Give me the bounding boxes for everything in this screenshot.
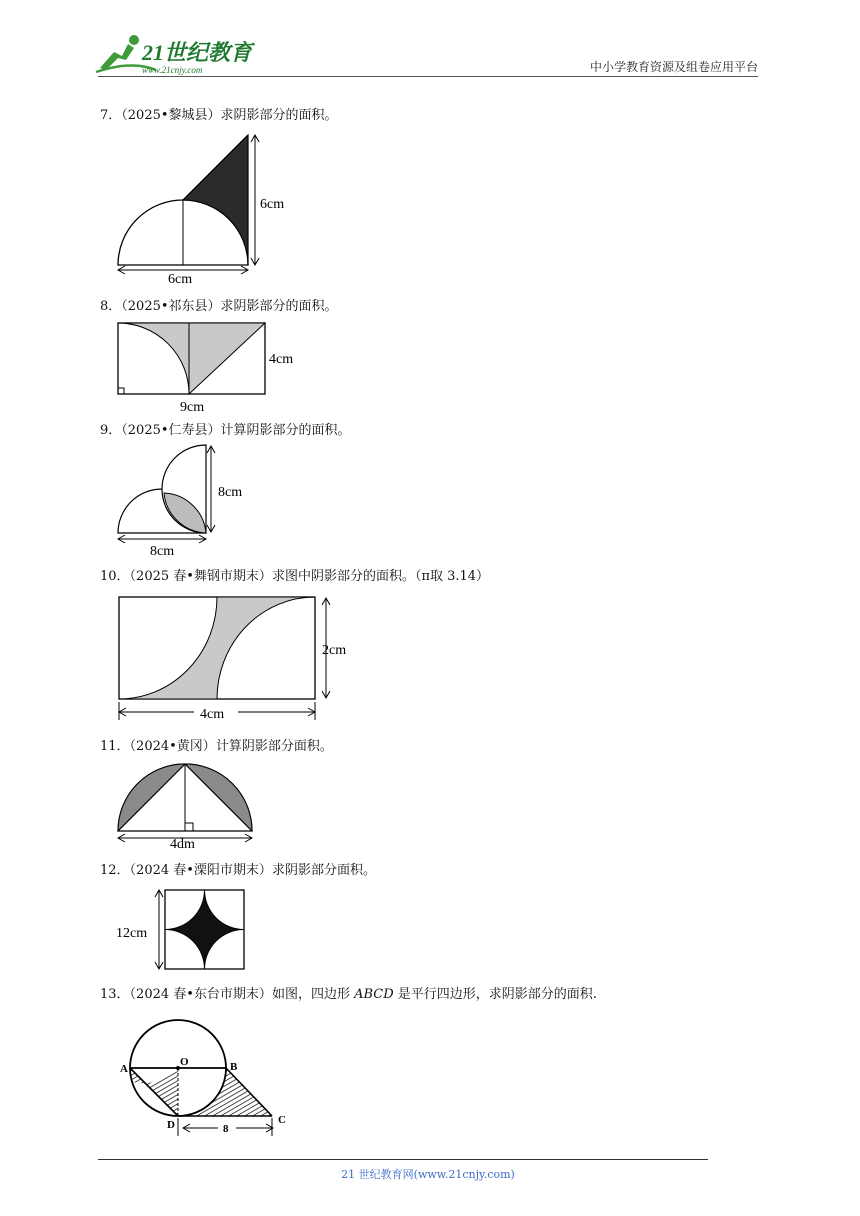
question-text: 计算阴影部分面积。 <box>215 739 333 754</box>
question-source: （2025•黎城县） <box>121 108 221 123</box>
runner-head-icon <box>129 35 139 45</box>
question-source: （2025 春•舞钢市期末） <box>129 569 272 584</box>
question-number: 10． <box>100 569 130 584</box>
question-number: 12． <box>100 863 130 878</box>
question-text: 求阴影部分面积。 <box>271 863 376 878</box>
question-source: （2024 春•东台市期末） <box>129 987 272 1002</box>
question-11 <box>100 739 333 755</box>
figure-q9 <box>112 443 272 561</box>
label-height: 2cm <box>322 643 347 658</box>
label-diameter: 6cm <box>168 272 193 285</box>
question-9 <box>100 423 351 439</box>
label-height: 4cm <box>269 352 294 367</box>
figure-q7 <box>110 130 300 285</box>
question-12 <box>100 863 376 879</box>
question-10 <box>100 569 489 585</box>
question-text: 求阴影部分的面积。 <box>220 108 338 123</box>
header-divider <box>98 76 758 77</box>
header-platform-text: 中小学教育资源及组卷应用平台 <box>589 60 758 74</box>
figure-q10 <box>112 590 362 725</box>
label-width: 4cm <box>200 707 225 722</box>
question-source: （2025•仁寿县） <box>121 423 221 438</box>
label-height: 6cm <box>260 197 285 212</box>
label-o: O <box>180 1056 189 1068</box>
footer-divider <box>98 1159 708 1160</box>
label-width: 8cm <box>150 544 175 559</box>
footer-link[interactable]: 21 世纪教育网(www.21cnjy.com) <box>341 1168 515 1181</box>
question-text: 求阴影部分的面积。 <box>220 299 338 314</box>
logo-text: 21世纪教育 <box>142 40 253 65</box>
question-number: 13． <box>100 987 130 1002</box>
label-height: 8cm <box>218 485 243 500</box>
question-13 <box>100 987 597 1003</box>
label-width: 9cm <box>180 400 205 415</box>
figure-q11 <box>112 758 272 853</box>
question-source: （2025•祁东县） <box>121 299 221 314</box>
question-text-end: 是平行四边形，求阴影部分的面积. <box>393 987 597 1002</box>
question-text: 求图中阴影部分的面积。（π取 3.14） <box>271 569 490 584</box>
label-a: A <box>120 1063 128 1075</box>
label-c: C <box>278 1114 286 1126</box>
site-logo <box>92 30 262 76</box>
question-number: 9． <box>100 423 122 438</box>
question-text: 如图，四边形 <box>271 987 355 1002</box>
label-diameter: 4dm <box>170 837 195 852</box>
question-emphasis: ABCD <box>354 987 394 1002</box>
figure-q13 <box>112 1012 312 1142</box>
question-number: 7． <box>100 108 122 123</box>
label-d: D <box>167 1119 175 1131</box>
figure-q8 <box>112 318 312 418</box>
label-side: 12cm <box>116 926 148 941</box>
label-base: 8 <box>223 1123 229 1135</box>
logo-url: www.21cnjy.com <box>142 65 203 75</box>
question-source: （2024 春•溧阳市期末） <box>129 863 272 878</box>
question-source: （2024•黄冈） <box>129 739 216 754</box>
question-text: 计算阴影部分的面积。 <box>220 423 351 438</box>
question-number: 8． <box>100 299 122 314</box>
question-8 <box>100 299 338 315</box>
question-7 <box>100 108 338 124</box>
question-number: 11． <box>100 739 130 754</box>
label-b: B <box>230 1061 238 1073</box>
figure-q12 <box>112 885 262 975</box>
